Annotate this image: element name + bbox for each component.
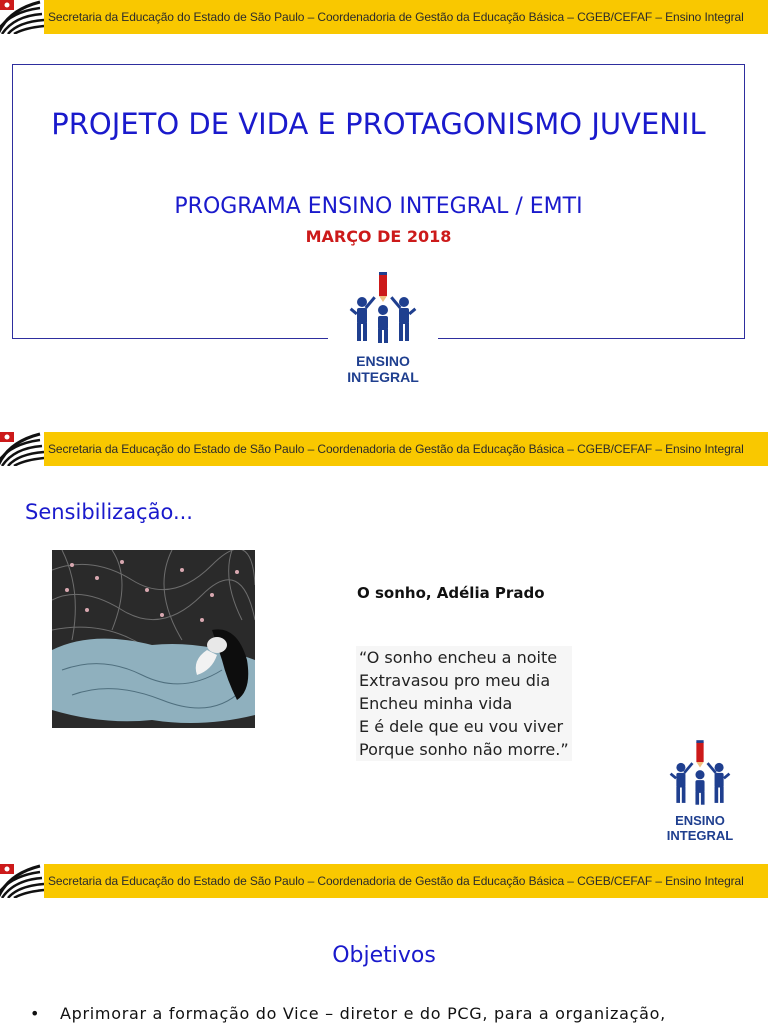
bullet-text: Aprimorar a formação do Vice – diretor e do PCG, para a organização, bbox=[60, 1004, 666, 1023]
poem-block bbox=[356, 646, 572, 761]
header-banner bbox=[0, 0, 768, 34]
logo-line-1: ENSINO bbox=[356, 353, 410, 369]
sao-paulo-flag-icon bbox=[0, 864, 44, 898]
bullet-dot: • bbox=[30, 1004, 40, 1023]
page-subtitle: PROGRAMA ENSINO INTEGRAL / EMTI bbox=[174, 194, 583, 219]
logo-line-2: INTEGRAL bbox=[666, 828, 734, 843]
header-banner bbox=[0, 432, 768, 466]
page-title: PROJETO DE VIDA E PROTAGONISMO JUVENIL bbox=[51, 107, 706, 141]
poem-line: E é dele que eu vou viver bbox=[359, 717, 564, 736]
dream-painting-image bbox=[52, 550, 255, 728]
ensino-integral-logo bbox=[328, 268, 438, 388]
poem-line: Encheu minha vida bbox=[359, 694, 513, 713]
header-banner bbox=[0, 864, 768, 898]
header-text: Secretaria da Educação do Estado de São Paulo – Coordenadoria de Gestão da Educação Básica – CGEB/CEFAF – Ensino Integral bbox=[48, 874, 744, 888]
ensino-integral-logo bbox=[650, 734, 750, 846]
section-heading: Sensibilização... bbox=[25, 500, 193, 524]
poem-line: “O sonho encheu a noite bbox=[359, 648, 558, 667]
sao-paulo-flag-icon bbox=[0, 0, 44, 34]
people-pencil-icon bbox=[650, 734, 750, 810]
header-text: Secretaria da Educação do Estado de São Paulo – Coordenadoria de Gestão da Educação Básica – CGEB/CEFAF – Ensino Integral bbox=[48, 442, 744, 456]
logo-line-1: ENSINO bbox=[675, 813, 725, 828]
poem-line: Extravasou pro meu dia bbox=[359, 671, 551, 690]
logo-line-2: INTEGRAL bbox=[347, 369, 419, 385]
poem-title: O sonho, Adélia Prado bbox=[357, 584, 545, 602]
sao-paulo-flag-icon bbox=[0, 432, 44, 466]
people-pencil-icon bbox=[328, 268, 438, 346]
slide-1 bbox=[0, 0, 768, 400]
poem-line: Porque sonho não morre.” bbox=[359, 740, 569, 759]
section-heading: Objetivos bbox=[332, 943, 436, 968]
date-label: MARÇO DE 2018 bbox=[305, 227, 452, 246]
header-text: Secretaria da Educação do Estado de São Paulo – Coordenadoria de Gestão da Educação Básica – CGEB/CEFAF – Ensino Integral bbox=[48, 10, 744, 24]
